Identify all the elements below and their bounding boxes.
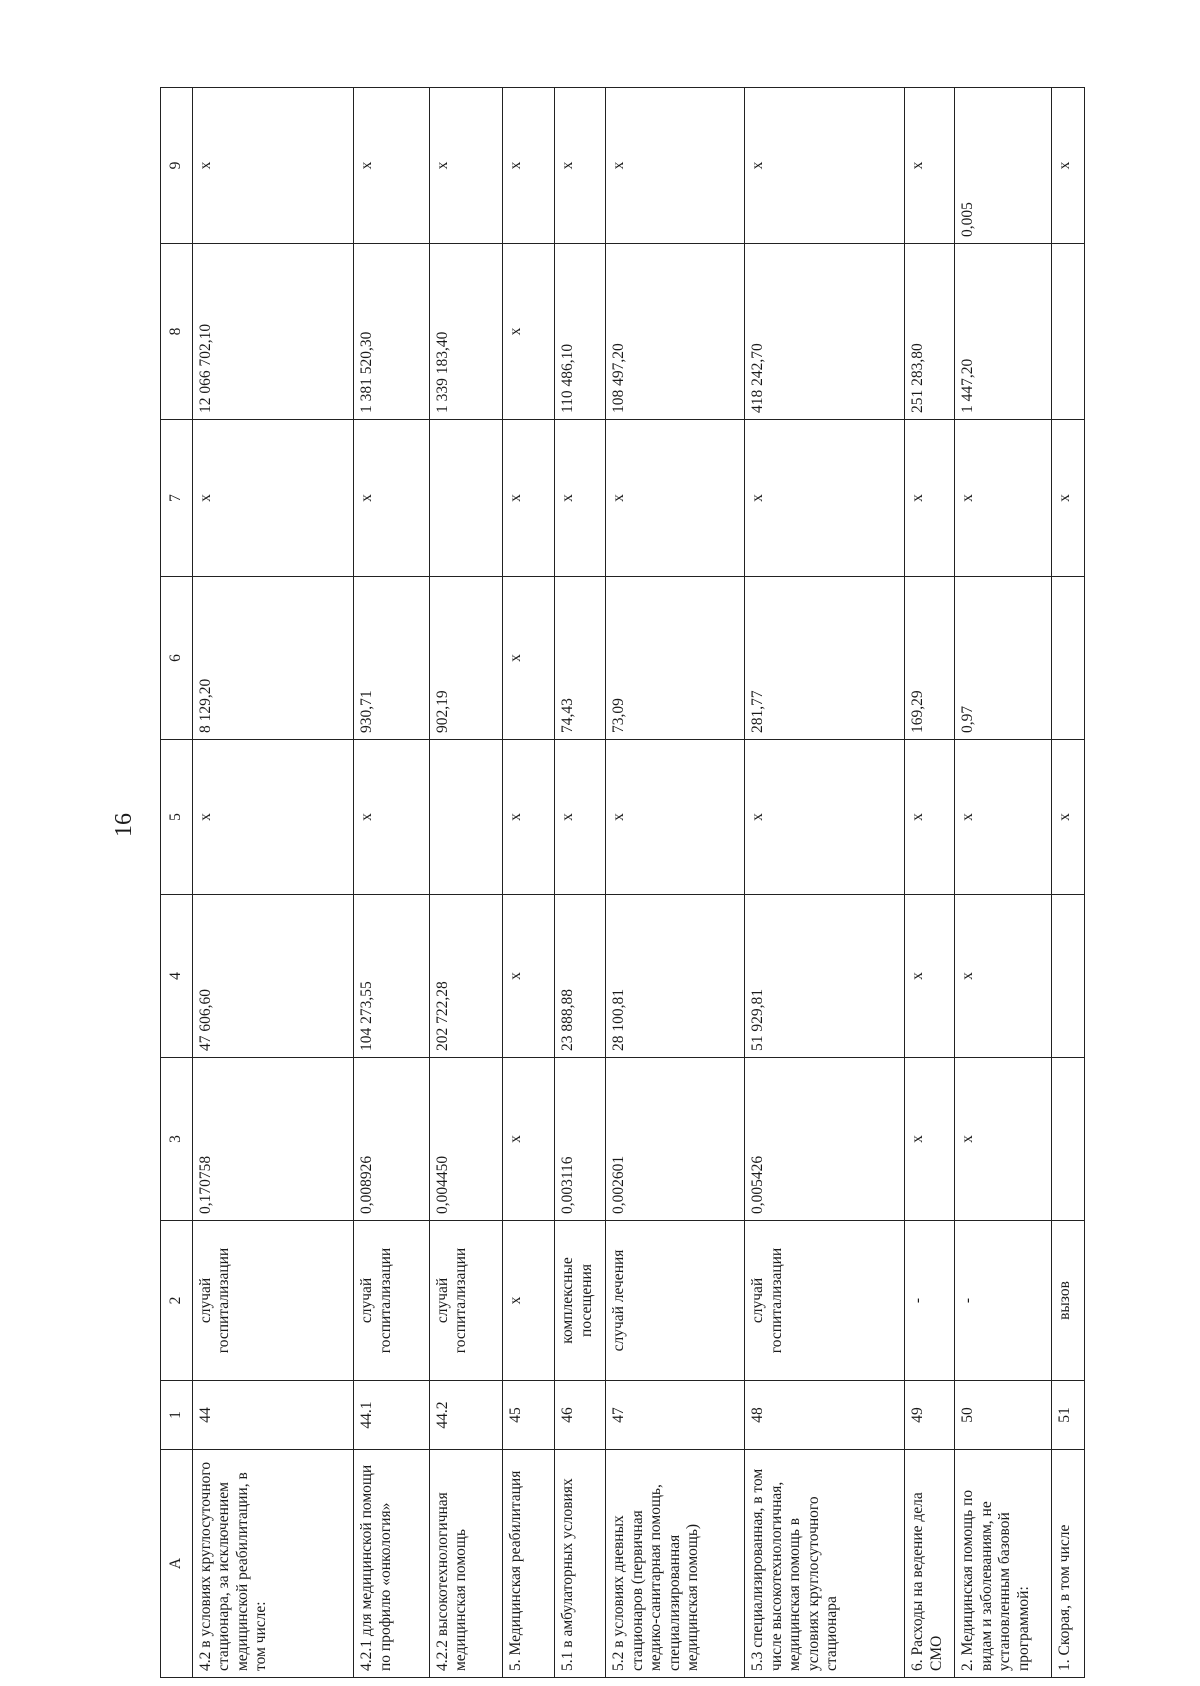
table-row xyxy=(744,88,904,1678)
value-cell: х xyxy=(1052,88,1085,244)
row-name: 4.2.2 высокотехнологичная медицинская помощь xyxy=(429,1450,503,1678)
value-cell xyxy=(429,420,503,577)
value-cell xyxy=(1052,244,1085,420)
table-row xyxy=(905,88,955,1678)
column-number-cell: 8 xyxy=(161,244,193,420)
value-cell: 0,005426 xyxy=(744,1058,904,1221)
row-name: 5.3 специализированная, в том числе высокотехнологичная, медицинская помощь в условиях круглосуточного стационара xyxy=(744,1450,904,1678)
unit-cell: вызов xyxy=(1052,1221,1085,1381)
value-cell: 1 339 183,40 xyxy=(429,244,503,420)
value-cell xyxy=(1052,577,1085,740)
column-number-cell: 7 xyxy=(161,420,193,577)
row-name: 1. Скорая, в том числе xyxy=(1052,1450,1085,1678)
value-cell: х xyxy=(429,88,503,244)
column-number-cell: 5 xyxy=(161,740,193,895)
column-number-cell: 4 xyxy=(161,895,193,1058)
value-cell: 1 381 520,30 xyxy=(353,244,429,420)
table-row xyxy=(429,88,503,1678)
value-cell: 902,19 xyxy=(429,577,503,740)
value-cell: 108 497,20 xyxy=(606,244,745,420)
unit-cell: случай госпитализации xyxy=(429,1221,503,1381)
value-cell: 1 447,20 xyxy=(955,244,1052,420)
value-cell: х xyxy=(503,740,555,895)
row-name: 5.2 в условиях дневных стационаров (первичная медико-санитарная помощь, специализированная медицинская помощь) xyxy=(606,1450,745,1678)
value-cell: 104 273,55 xyxy=(353,895,429,1058)
value-cell: х xyxy=(192,420,353,577)
line-number: 51 xyxy=(1052,1381,1085,1450)
column-number-cell: 6 xyxy=(161,577,193,740)
value-cell: х xyxy=(192,88,353,244)
table-container xyxy=(160,88,1085,1678)
value-cell: х xyxy=(353,420,429,577)
unit-cell: х xyxy=(503,1221,555,1381)
value-cell: 8 129,20 xyxy=(192,577,353,740)
unit-cell: случай госпитализации xyxy=(353,1221,429,1381)
value-cell: х xyxy=(503,420,555,577)
value-cell: х xyxy=(353,88,429,244)
value-cell: х xyxy=(905,420,955,577)
value-cell: 169,29 xyxy=(905,577,955,740)
value-cell: 0,97 xyxy=(955,577,1052,740)
table-row xyxy=(192,88,353,1678)
table-row xyxy=(1052,88,1085,1678)
value-cell: х xyxy=(744,420,904,577)
value-cell: х xyxy=(744,88,904,244)
table-row xyxy=(503,88,555,1678)
column-number-cell: 9 xyxy=(161,88,193,244)
value-cell: 0,003116 xyxy=(555,1058,606,1221)
value-cell: 74,43 xyxy=(555,577,606,740)
value-cell: х xyxy=(606,740,745,895)
value-cell xyxy=(429,740,503,895)
row-name: 2. Медицинская помощь по видам и заболеваниям, не установленным базовой программой: xyxy=(955,1450,1052,1678)
value-cell: 47 606,60 xyxy=(192,895,353,1058)
value-cell: 51 929,81 xyxy=(744,895,904,1058)
row-name: 5.1 в амбулаторных условиях xyxy=(555,1450,606,1678)
unit-cell: комплексные посещения xyxy=(555,1221,606,1381)
value-cell: 281,77 xyxy=(744,577,904,740)
unit-cell: случай лечения xyxy=(606,1221,745,1381)
table-row xyxy=(555,88,606,1678)
value-cell: х xyxy=(503,1058,555,1221)
line-number: 46 xyxy=(555,1381,606,1450)
value-cell: 0,004450 xyxy=(429,1058,503,1221)
value-cell: 12 066 702,10 xyxy=(192,244,353,420)
table-row xyxy=(353,88,429,1678)
table-row xyxy=(606,88,745,1678)
value-cell: 73,09 xyxy=(606,577,745,740)
column-number-cell: 2 xyxy=(161,1221,193,1381)
value-cell: х xyxy=(555,740,606,895)
column-number-cell: 3 xyxy=(161,1058,193,1221)
unit-cell: - xyxy=(955,1221,1052,1381)
row-name: 4.2.1 для медицинской помощи по профилю «онкология» xyxy=(353,1450,429,1678)
value-cell: 0,002601 xyxy=(606,1058,745,1221)
value-cell: 23 888,88 xyxy=(555,895,606,1058)
value-cell: 202 722,28 xyxy=(429,895,503,1058)
value-cell: 110 486,10 xyxy=(555,244,606,420)
value-cell: х xyxy=(955,740,1052,895)
value-cell: 0,005 xyxy=(955,88,1052,244)
column-number-cell: А xyxy=(161,1450,193,1678)
value-cell: 28 100,81 xyxy=(606,895,745,1058)
value-cell: х xyxy=(955,895,1052,1058)
value-cell: 930,71 xyxy=(353,577,429,740)
unit-cell: случай госпитализации xyxy=(192,1221,353,1381)
value-cell: 251 283,80 xyxy=(905,244,955,420)
line-number: 47 xyxy=(606,1381,745,1450)
page-number: 16 xyxy=(111,813,137,837)
value-cell: х xyxy=(555,420,606,577)
value-cell xyxy=(1052,1058,1085,1221)
value-cell: х xyxy=(353,740,429,895)
row-name: 6. Расходы на ведение дела СМО xyxy=(905,1450,955,1678)
value-cell: х xyxy=(1052,740,1085,895)
value-cell: х xyxy=(905,740,955,895)
value-cell: х xyxy=(955,420,1052,577)
row-name: 5. Медицинская реабилитация xyxy=(503,1450,555,1678)
line-number: 50 xyxy=(955,1381,1052,1450)
line-number: 49 xyxy=(905,1381,955,1450)
value-cell: х xyxy=(503,88,555,244)
value-cell: х xyxy=(192,740,353,895)
value-cell: х xyxy=(905,1058,955,1221)
line-number: 44.1 xyxy=(353,1381,429,1450)
line-number: 44.2 xyxy=(429,1381,503,1450)
value-cell: 0,008926 xyxy=(353,1058,429,1221)
value-cell: 418 242,70 xyxy=(744,244,904,420)
line-number: 44 xyxy=(192,1381,353,1450)
column-number-cell: 1 xyxy=(161,1381,193,1450)
financing-table xyxy=(160,87,1085,1678)
row-name: 4.2 в условиях круглосуточного стационара, за исключением медицинской реабилитации, в том числе: xyxy=(192,1450,353,1678)
value-cell: х xyxy=(606,420,745,577)
value-cell: х xyxy=(503,244,555,420)
value-cell: х xyxy=(905,88,955,244)
column-number-row xyxy=(161,88,193,1678)
value-cell: х xyxy=(905,895,955,1058)
unit-cell: случай госпитализации xyxy=(744,1221,904,1381)
value-cell: х xyxy=(503,895,555,1058)
value-cell: х xyxy=(503,577,555,740)
line-number: 48 xyxy=(744,1381,904,1450)
table-row xyxy=(955,88,1052,1678)
value-cell: х xyxy=(744,740,904,895)
value-cell xyxy=(1052,895,1085,1058)
value-cell: х xyxy=(555,88,606,244)
value-cell: х xyxy=(955,1058,1052,1221)
line-number: 45 xyxy=(503,1381,555,1450)
unit-cell: - xyxy=(905,1221,955,1381)
value-cell: 0,170758 xyxy=(192,1058,353,1221)
value-cell: х xyxy=(606,88,745,244)
value-cell: х xyxy=(1052,420,1085,577)
